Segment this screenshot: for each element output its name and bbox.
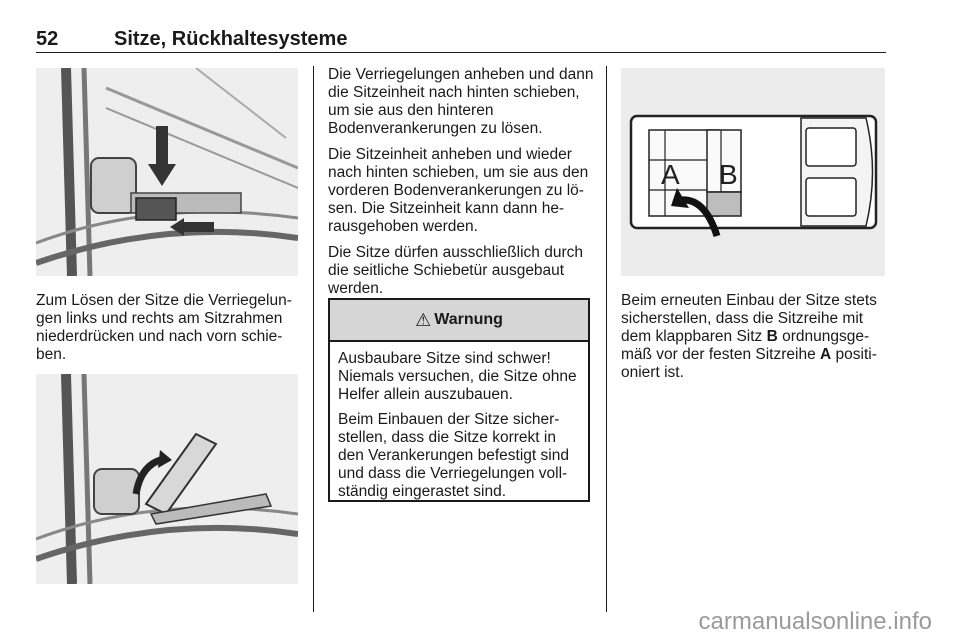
page-title: Sitze, Rückhaltesysteme [114,28,348,50]
paragraph-lift-unit: Die Sitzeinheit anheben und wieder nach hinten schieben, um sie aus den vorderen Bodenverankerungen zu lö- sen. Die Sitzeinheit kann dann he- rausgehoben werden. [328,146,589,235]
watermark: carmanualsonline.info [698,608,932,635]
column-divider-2 [606,66,607,612]
warning-box [328,298,590,502]
paragraph-lift-locks: Die Verriegelungen anheben und dann die Sitzeinheit nach hinten schieben, um sie aus den hinteren Bodenverankerungen zu lösen. [328,66,594,137]
seat-b-label: B [766,328,778,345]
seat-lock-illustration-2 [36,374,298,584]
van-seat-layout-diagram [621,68,885,276]
diagram-label-a: A [661,159,680,190]
diagram-label-b: B [719,159,738,190]
warning-text-2: Beim Einbauen der Sitze sicher- stellen, dass die Sitze korrekt in den Verankerungen befestigt sind und dass die Verriegelungen voll- ständig eingerastet sind. [338,411,569,500]
column-divider-1 [313,66,314,612]
warning-header [330,300,588,342]
warning-text-1: Ausbaubare Sitze sind schwer! Niemals versuchen, die Sitze ohne Helfer allein auszubauen. [338,350,577,403]
paragraph-release-locks: Zum Lösen der Sitze die Verriegelun- gen links und rechts am Sitzrahmen niederdrücken und nach vorn schie- ben. [36,292,292,363]
page-header [36,28,886,53]
warning-body [330,342,588,501]
warning-triangle-icon: ⚠ [415,309,432,330]
paragraph-sliding-door: Die Sitze dürfen ausschließlich durch die seitliche Schiebetür ausgebaut werden. [328,244,584,297]
paragraph-reinstall: Beim erneuten Einbau der Sitze stets sicherstellen, dass die Sitzreihe mit dem klappbaren Sitz B ordnungsge- mäß vor der festen Sitzreihe A positi- oniert ist. [621,292,877,381]
page-number: 52 [36,28,59,50]
seat-lock-illustration-1 [36,68,298,276]
seat-a-label: A [820,346,832,363]
warning-title: Warnung [434,311,503,328]
